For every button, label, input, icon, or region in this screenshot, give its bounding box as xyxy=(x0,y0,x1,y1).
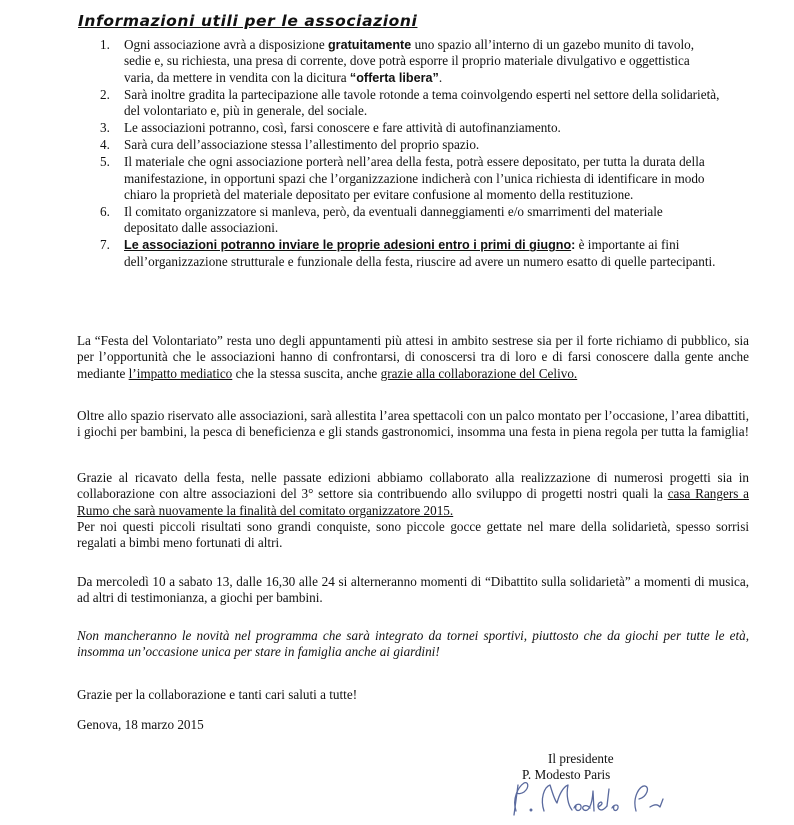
list-item-text xyxy=(124,137,479,152)
text-run: Sarà inoltre gradita la partecipazione alle tavole rotonde a tema coinvolgendo esperti nel settore della solidarietà, del volontariato e, più in generale, del sociale. xyxy=(124,86,720,119)
list-number: 6. xyxy=(100,204,110,220)
info-list xyxy=(100,37,720,271)
bold-text: Le associazioni potranno inviare le proprie adesioni entro i primi di giugno xyxy=(124,238,572,253)
text-run: è importante ai fini dell’organizzazione strutturale e funzionale della festa, riuscire ad avere un numero esatto di quelle partecipanti. xyxy=(124,237,716,269)
paragraph-festa xyxy=(77,333,749,382)
text-run: uno spazio all’interno di un gazebo munito di tavolo, sedie e, su richiesta, una presa di corrente, dove potrà esporre il proprio materiale divulgativo e oggettistica varia, da mettere in vendita con la dicitura xyxy=(124,37,695,85)
list-item xyxy=(100,204,720,237)
list-number: 3. xyxy=(100,120,110,136)
list-number: 4. xyxy=(100,137,110,153)
text-run: Sarà cura dell’associazione stessa l’allestimento del proprio spazio. xyxy=(124,137,480,153)
text-run: Le associazioni potranno, così, farsi conoscere e fare attività di autofinanziamento. xyxy=(124,120,561,136)
list-item-text xyxy=(124,120,561,135)
paragraph-ricavato xyxy=(77,470,749,519)
text-run: Grazie per la collaborazione e tanti cari saluti a tutte! xyxy=(77,687,358,702)
list-item xyxy=(100,87,720,120)
list-item xyxy=(100,154,720,203)
document-title: Informazioni utili per le associazioni xyxy=(78,12,418,30)
text-run: che la stessa suscita, anche xyxy=(232,365,381,381)
list-item xyxy=(100,37,720,86)
text-run: Oltre allo spazio riservato alle associazioni, sarà allestita l’area spettacoli con un palco montato per l’occasione, l’area dibattiti, i giochi per bambini, la pesca di beneficienza e gli stands gastronomici, insomma una festa in piena regola per tutta la famiglia! xyxy=(77,408,749,440)
paragraph-programma xyxy=(77,574,749,607)
list-number: 5. xyxy=(100,154,110,170)
underlined-text: l’impatto mediatico xyxy=(128,365,233,381)
text-run: Il comitato organizzatore si manleva, però, da eventuali danneggiamenti e/o smarrimenti del materiale depositato dalle associazioni. xyxy=(124,204,663,236)
underlined-text: grazie alla collaborazione del Celivo. xyxy=(380,365,578,381)
paragraph-risultati xyxy=(77,519,749,552)
text-run: Non mancheranno le novità nel programma che sarà integrato da tornei sportivi, piuttosto che da giochi per tutte le età, insomma un’occasione unica per stare in famiglia anche ai giardini! xyxy=(77,628,749,660)
bold-text: “offerta libera” xyxy=(349,70,439,85)
list-item xyxy=(100,237,720,270)
text-run: Per noi questi piccoli risultati sono grandi conquiste, sono piccole gocce gettate nel mare della solidarietà, spesso sorrisi regalati a bimbi meno fortunati di altri. xyxy=(77,519,749,551)
date-place xyxy=(77,717,749,733)
list-item xyxy=(100,120,720,136)
underlined-text: casa Rangers a Rumo che sarà nuovamente la finalità del comitato organizzatore 2015. xyxy=(77,486,749,518)
text-run: Ogni associazione avrà a disposizione xyxy=(124,37,328,52)
list-item-text xyxy=(124,87,719,118)
text-run: Grazie al ricavato della festa, nelle passate edizioni abbiamo collaborato alla realizzazione di numerosi progetti sia in collaborazione con altre associazioni del 3° settore sia contribuendo allo sviluppo di progetti nostri quali la xyxy=(77,470,749,502)
signature-name: P. Modesto Paris xyxy=(522,767,611,782)
list-item-text xyxy=(124,37,694,85)
list-item-text xyxy=(124,204,663,235)
handwritten-signature xyxy=(500,777,670,819)
text-run: Da mercoledì 10 a sabato 13, dalle 16,30 alle 24 si alterneranno momenti di “Dibattito sulla solidarietà” a momenti di musica, ad altri di testimonianza, a giochi per bambini. xyxy=(77,574,749,606)
paragraph-saluti xyxy=(77,687,749,703)
text-run: Genova, 18 marzo 2015 xyxy=(77,717,204,732)
text-run: La “Festa del Volontariato” resta uno degli appuntamenti più attesi in ambito sestrese sia per il forte richiamo di pubblico, sia per l’opportunità che le associazioni hanno di confrontarsi, di conoscersi tra di loro e di farsi conoscere dalla gente anche mediante xyxy=(77,333,749,381)
list-number: 1. xyxy=(100,37,110,52)
paragraph-novita xyxy=(77,628,749,661)
text-run: Il materiale che ogni associazione porterà nell’area della festa, potrà essere depositato, per tutta la durata della manifestazione, in opportuni spazi che l’organizzazione indicherà con l’unica richiesta di identificare in modo chiaro la proprietà del materiale depositato per evitare confusione al momento della restituzione. xyxy=(124,154,705,203)
text-run: . xyxy=(438,69,443,85)
list-item xyxy=(100,137,720,153)
list-item-text xyxy=(124,237,715,268)
list-number: 2. xyxy=(100,86,110,102)
list-number: 7. xyxy=(100,237,110,253)
list-item-text xyxy=(124,154,705,202)
signature-title: Il presidente xyxy=(548,751,614,766)
paragraph-spazi xyxy=(77,408,749,441)
bold-text: : xyxy=(571,238,576,253)
bold-text: gratuitamente xyxy=(327,38,412,52)
